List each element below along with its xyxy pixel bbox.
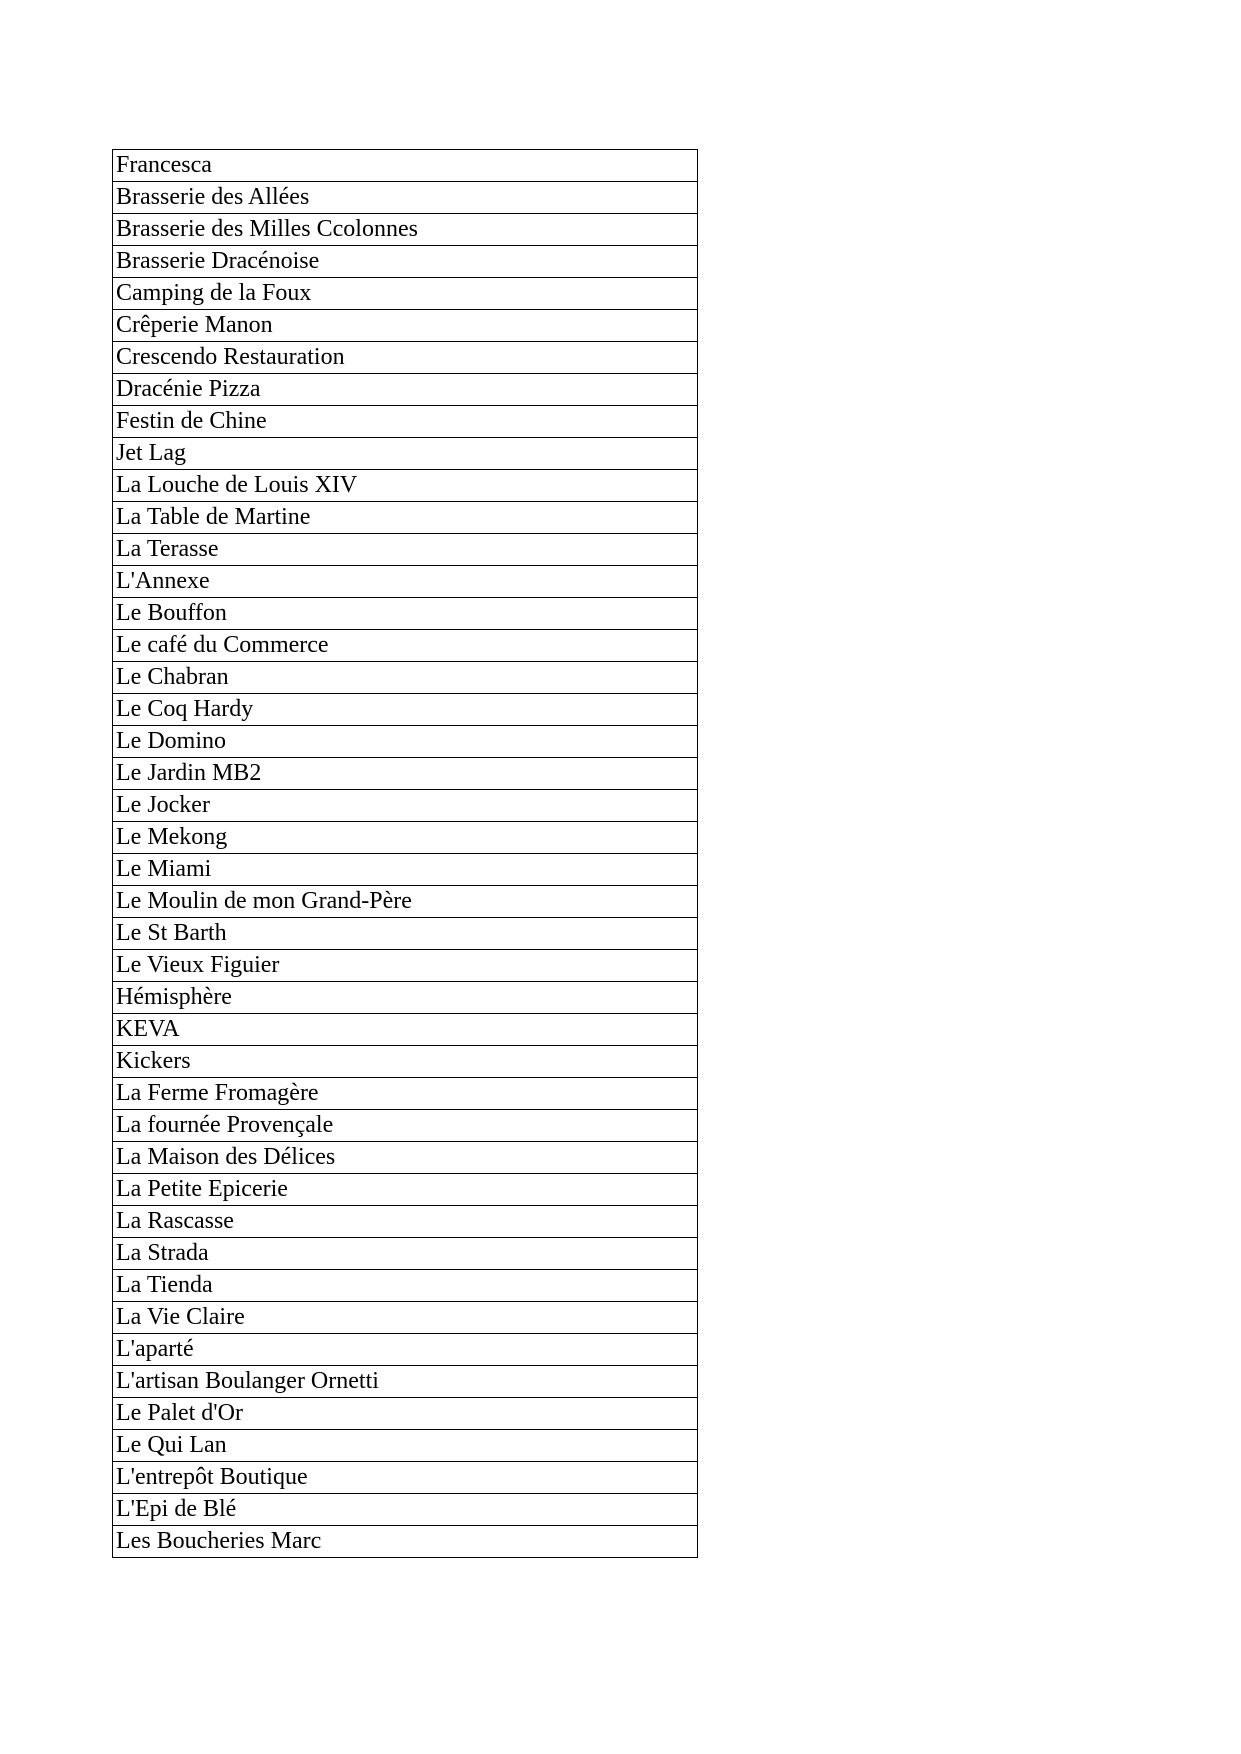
business-name-cell: Le Chabran <box>113 662 698 694</box>
table-row <box>113 694 698 726</box>
business-name-cell: Jet Lag <box>113 438 698 470</box>
table-row <box>113 1206 698 1238</box>
table-row <box>113 374 698 406</box>
table-row <box>113 502 698 534</box>
table-row <box>113 950 698 982</box>
business-name-cell: L'aparté <box>113 1334 698 1366</box>
business-name-cell: La Strada <box>113 1238 698 1270</box>
business-name-cell: Kickers <box>113 1046 698 1078</box>
table-row <box>113 1398 698 1430</box>
business-name-cell: Crêperie Manon <box>113 310 698 342</box>
business-name-cell: Brasserie Dracénoise <box>113 246 698 278</box>
table-body <box>113 150 698 1558</box>
business-name-cell: Le Jardin MB2 <box>113 758 698 790</box>
table-row <box>113 630 698 662</box>
business-name-cell: Camping de la Foux <box>113 278 698 310</box>
business-name-cell: Le Palet d'Or <box>113 1398 698 1430</box>
table-row <box>113 758 698 790</box>
table-row <box>113 1270 698 1302</box>
business-name-cell: L'artisan Boulanger Ornetti <box>113 1366 698 1398</box>
business-name-cell: Crescendo Restauration <box>113 342 698 374</box>
business-name-cell: Le St Barth <box>113 918 698 950</box>
table-row <box>113 1366 698 1398</box>
business-name-cell: La Ferme Fromagère <box>113 1078 698 1110</box>
table-row <box>113 1334 698 1366</box>
table-row <box>113 1014 698 1046</box>
table-row <box>113 918 698 950</box>
table-row <box>113 982 698 1014</box>
table-row <box>113 662 698 694</box>
business-name-cell: Le Qui Lan <box>113 1430 698 1462</box>
business-name-cell: Le Moulin de mon Grand-Père <box>113 886 698 918</box>
business-name-cell: L'Epi de Blé <box>113 1494 698 1526</box>
table-row <box>113 470 698 502</box>
table-row <box>113 182 698 214</box>
table-row <box>113 278 698 310</box>
business-name-cell: La Tienda <box>113 1270 698 1302</box>
business-name-cell: Dracénie Pizza <box>113 374 698 406</box>
business-name-cell: Le Domino <box>113 726 698 758</box>
business-name-cell: La Petite Epicerie <box>113 1174 698 1206</box>
business-name-cell: La fournée Provençale <box>113 1110 698 1142</box>
table-row <box>113 1494 698 1526</box>
table-row <box>113 246 698 278</box>
business-name-cell: L'entrepôt Boutique <box>113 1462 698 1494</box>
table-row <box>113 342 698 374</box>
table-row <box>113 598 698 630</box>
table-row <box>113 886 698 918</box>
table-row <box>113 214 698 246</box>
business-name-cell: Le Bouffon <box>113 598 698 630</box>
table-row <box>113 726 698 758</box>
business-name-cell: KEVA <box>113 1014 698 1046</box>
table-row <box>113 406 698 438</box>
table-row <box>113 534 698 566</box>
table-row <box>113 1174 698 1206</box>
business-name-cell: Hémisphère <box>113 982 698 1014</box>
business-name-cell: La Vie Claire <box>113 1302 698 1334</box>
table-row <box>113 1238 698 1270</box>
business-name-cell: La Table de Martine <box>113 502 698 534</box>
table-row <box>113 1142 698 1174</box>
business-name-cell: La Rascasse <box>113 1206 698 1238</box>
table-row <box>113 1462 698 1494</box>
table-row <box>113 1526 698 1558</box>
table-row <box>113 1078 698 1110</box>
table-row <box>113 854 698 886</box>
business-name-cell: Le Vieux Figuier <box>113 950 698 982</box>
business-name-table <box>112 149 698 1558</box>
table-row <box>113 822 698 854</box>
business-name-cell: Le Miami <box>113 854 698 886</box>
table-row <box>113 438 698 470</box>
business-name-cell: L'Annexe <box>113 566 698 598</box>
business-name-cell: Le Coq Hardy <box>113 694 698 726</box>
business-name-cell: Le Jocker <box>113 790 698 822</box>
table-row <box>113 566 698 598</box>
business-name-cell: Le Mekong <box>113 822 698 854</box>
table-row <box>113 1302 698 1334</box>
business-name-cell: La Maison des Délices <box>113 1142 698 1174</box>
business-name-cell: Francesca <box>113 150 698 182</box>
business-name-cell: Brasserie des Milles Ccolonnes <box>113 214 698 246</box>
table-row <box>113 1046 698 1078</box>
table-row <box>113 1110 698 1142</box>
table-row <box>113 1430 698 1462</box>
business-name-cell: Brasserie des Allées <box>113 182 698 214</box>
business-name-cell: Festin de Chine <box>113 406 698 438</box>
business-name-cell: La Terasse <box>113 534 698 566</box>
business-name-cell: Le café du Commerce <box>113 630 698 662</box>
business-name-cell: La Louche de Louis XIV <box>113 470 698 502</box>
table-row <box>113 310 698 342</box>
table-row <box>113 150 698 182</box>
table-row <box>113 790 698 822</box>
business-name-cell: Les Boucheries Marc <box>113 1526 698 1558</box>
